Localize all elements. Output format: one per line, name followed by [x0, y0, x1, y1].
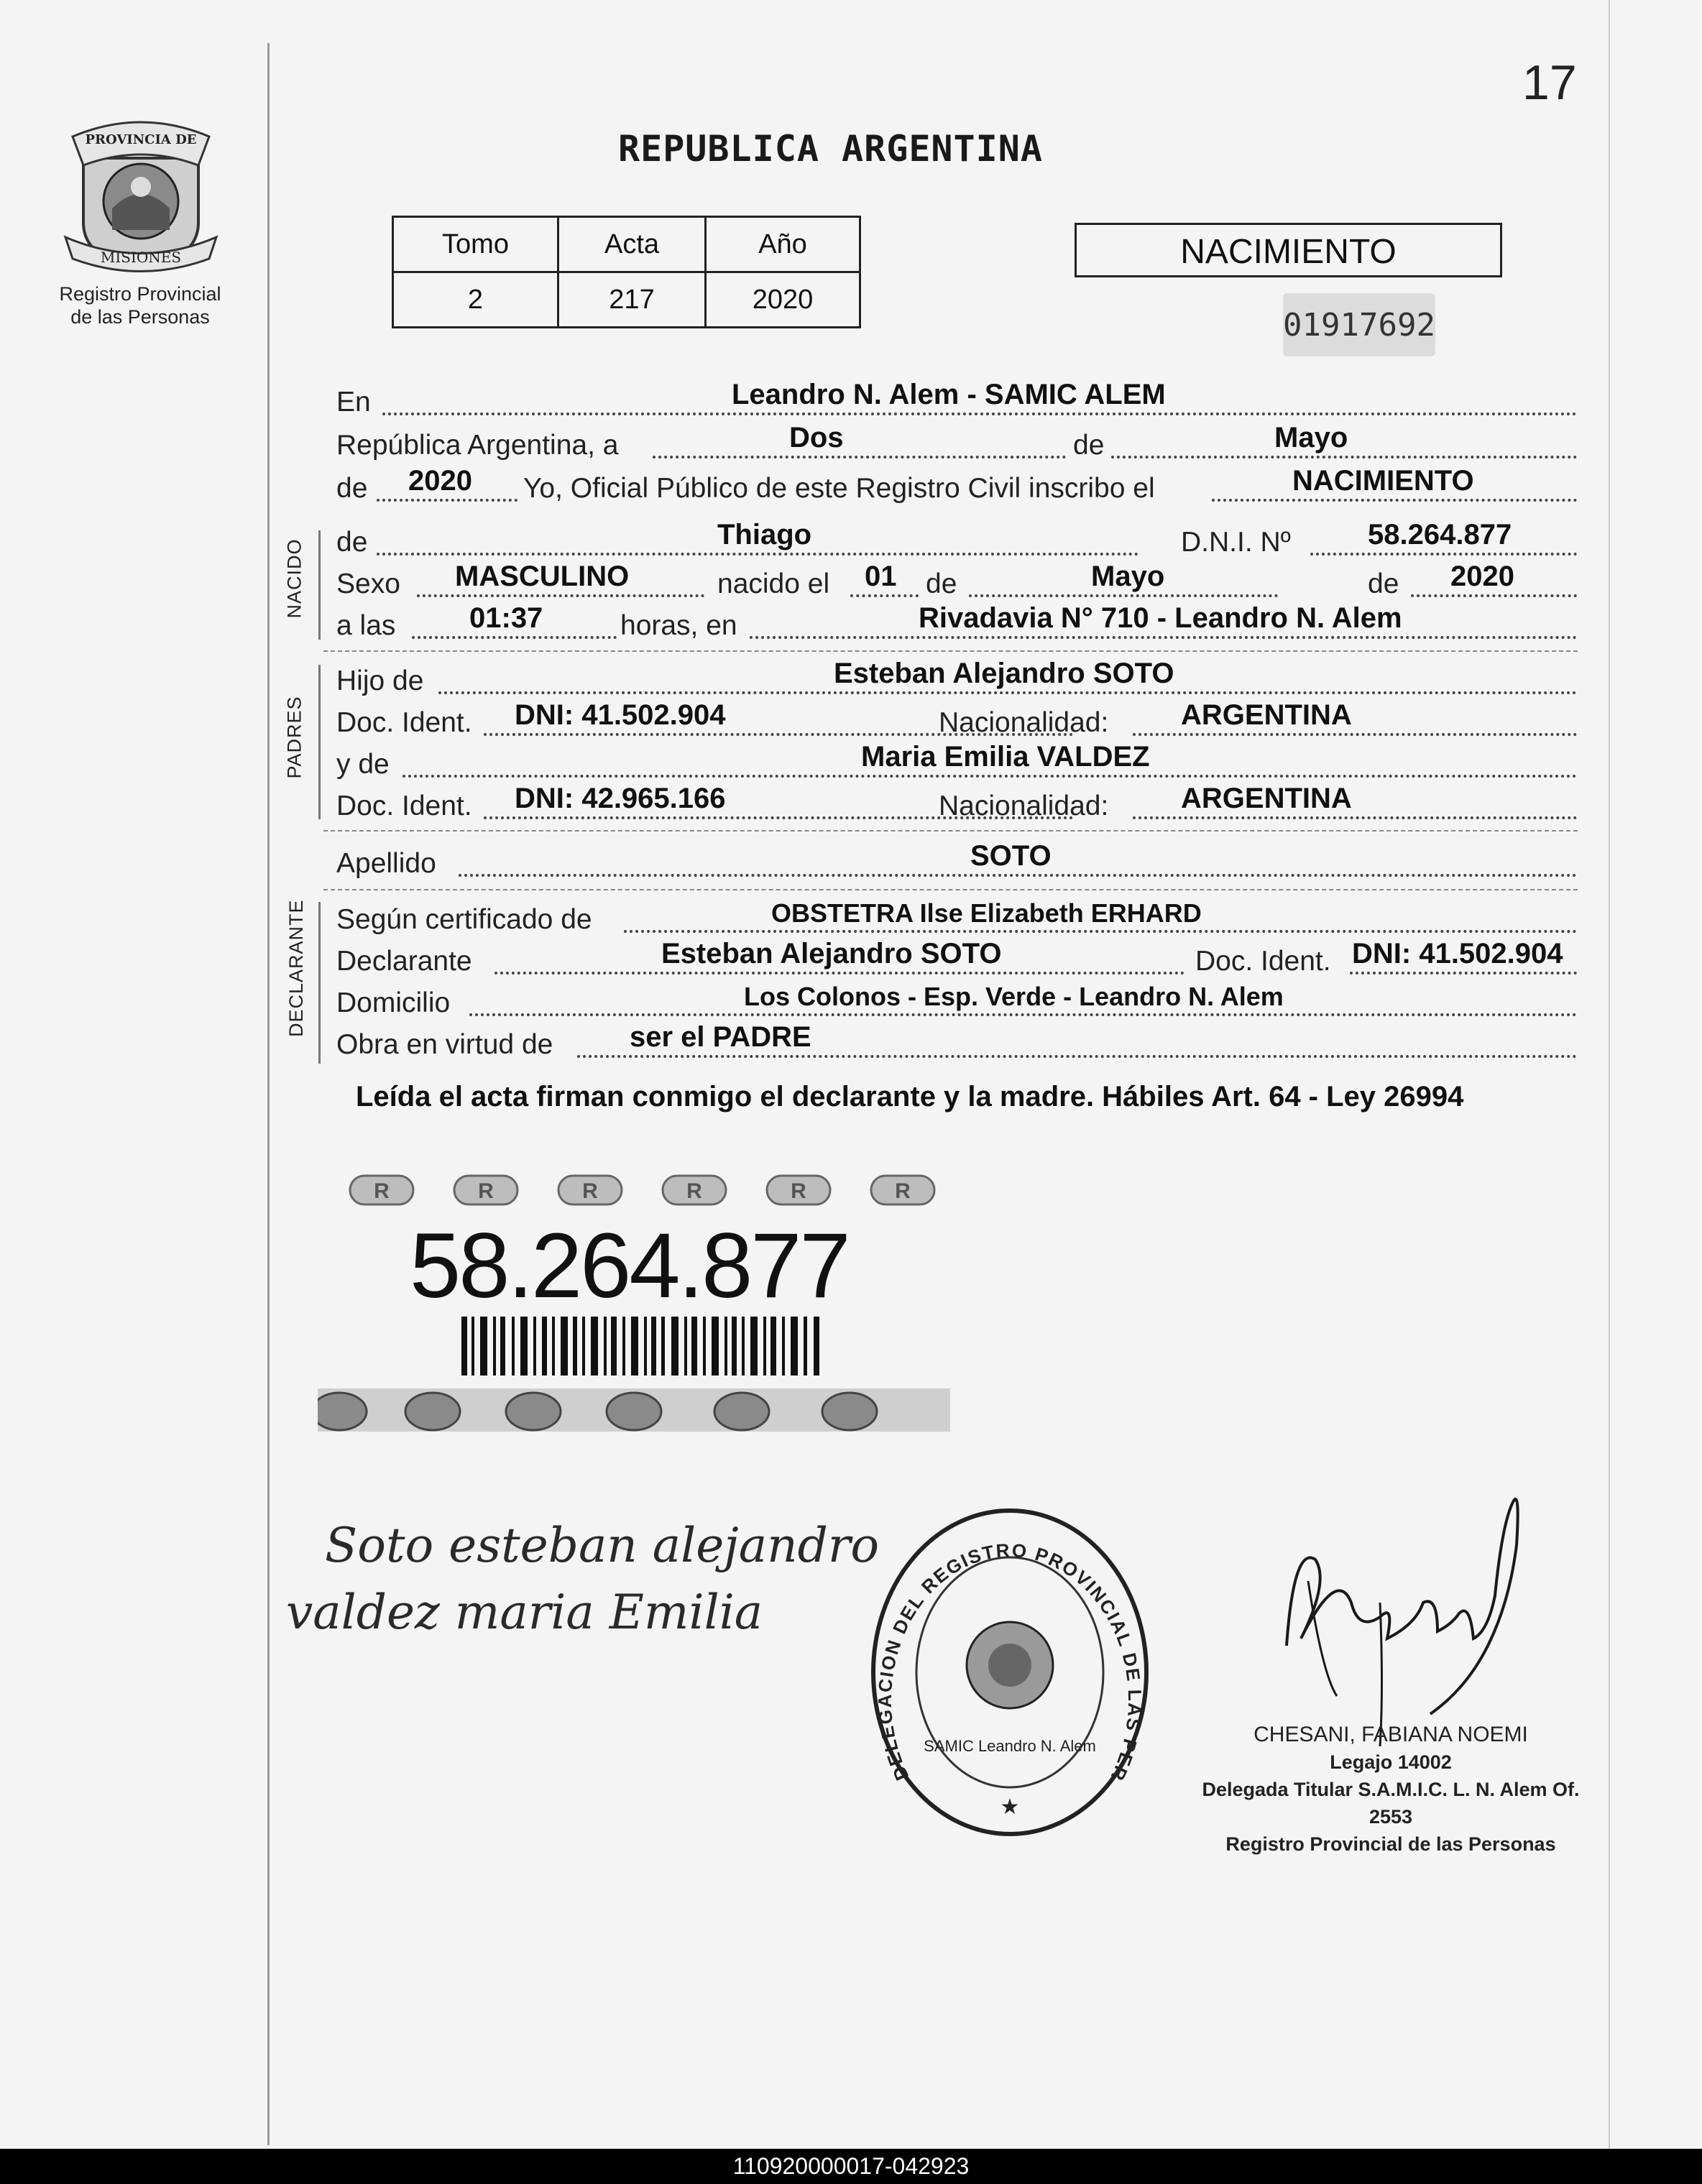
birth-day: 01 [865, 561, 897, 592]
doc-ident-label: Doc. Ident. [336, 707, 472, 738]
certificado-label: Según certificado de [336, 904, 592, 935]
acta-value-ano: 2020 [706, 272, 860, 328]
section-label-nacido: NACIDO [283, 538, 305, 619]
row-declarante [336, 940, 1577, 982]
row-sexo [336, 563, 1577, 604]
acta-header-acta: Acta [558, 217, 706, 272]
dotted-line [850, 594, 919, 597]
handwritten-signature-mother: valdez maria Emilia [286, 1585, 763, 1640]
dotted-line [438, 691, 1577, 694]
dotted-line [417, 594, 704, 597]
row-nombre [336, 521, 1577, 563]
domicilio-label: Domicilio [336, 987, 451, 1018]
declarante-doc: DNI: 41.502.904 [1352, 938, 1563, 969]
en-label: En [336, 387, 371, 418]
dotted-line [969, 594, 1278, 597]
birth-place: Rivadavia N° 710 - Leandro N. Alem [919, 602, 1402, 634]
dotted-line [382, 413, 1577, 415]
mother-doc: DNI: 42.965.166 [515, 783, 726, 814]
birth-year: 2020 [1450, 561, 1514, 592]
dotted-line [750, 636, 1577, 639]
row-fecha [336, 424, 1577, 466]
certificado-value: OBSTETRA Ilse Elizabeth ERHARD [771, 898, 1202, 928]
registry-line-1: Registro Provincial [59, 283, 221, 305]
mother-name: Maria Emilia VALDEZ [861, 741, 1150, 773]
document-id-footer: 110920000017-042923 [0, 2149, 1702, 2184]
acta-value-acta: 217 [558, 272, 706, 328]
dotted-line [624, 930, 1577, 933]
sexo-label: Sexo [336, 568, 400, 599]
horas-en-label: horas, en [620, 610, 737, 641]
birth-hour: 01:37 [469, 602, 543, 634]
barcode-number: 58.264.877 [410, 1215, 849, 1317]
obra-label: Obra en virtud de [336, 1029, 553, 1060]
record-type-box: NACIMIENTO [1075, 223, 1502, 277]
official-seal [866, 1503, 1154, 1841]
handwritten-signature-father: Soto esteban alejandro [325, 1518, 880, 1573]
declarante-label: Declarante [336, 946, 472, 977]
dotted-line [1212, 499, 1577, 502]
declarante-name: Esteban Alejandro SOTO [661, 938, 1002, 969]
en-value: Leandro N. Alem - SAMIC ALEM [732, 379, 1166, 410]
official-title: Delegada Titular S.A.M.I.C. L. N. Alem Of. 2553 [1202, 1779, 1580, 1828]
nacionalidad-label: Nacionalidad: [939, 707, 1109, 738]
official-stamp-text [1197, 1721, 1585, 1858]
a-las-label: a las [336, 610, 396, 641]
seal-outer-text: DELEGACION DEL REGISTRO PROVINCIAL DE LAS PER [873, 1539, 1146, 1785]
margin-line [267, 43, 270, 2145]
official-legajo: Legajo 14002 [1330, 1751, 1452, 1773]
svg-text:R: R [582, 1179, 598, 1203]
apellido-label: Apellido [336, 848, 436, 879]
father-doc: DNI: 41.502.904 [515, 699, 726, 731]
section-bracket-nacido [318, 530, 321, 640]
de-label: de [1073, 430, 1105, 461]
row-madre-doc [336, 785, 1577, 826]
acta-header-tomo: Tomo [393, 217, 558, 272]
seal-inner-text: SAMIC Leandro N. Alem [924, 1737, 1096, 1755]
acta-value-tomo: 2 [393, 272, 558, 328]
row-hora [336, 604, 1577, 646]
official-signature [1272, 1459, 1581, 1761]
svg-text:R: R [686, 1179, 702, 1203]
father-name: Esteban Alejandro SOTO [834, 658, 1174, 689]
declarante-doc-label: Doc. Ident. [1195, 946, 1331, 977]
acta-table [392, 216, 861, 328]
dotted-line [494, 972, 1184, 974]
row-obra [336, 1023, 1577, 1065]
dotted-line [1411, 594, 1577, 597]
registry-name [36, 282, 244, 328]
mother-nationality: ARGENTINA [1181, 783, 1352, 814]
closing-statement: Leída el acta firman conmigo el declarante y la madre. Hábiles Art. 64 - Ley 26994 [356, 1081, 1464, 1112]
official-name: CHESANI, FABIANA NOEMI [1254, 1723, 1528, 1746]
name-label: de [336, 527, 368, 558]
domicilio-value: Los Colonos - Esp. Verde - Leandro N. Alem [744, 982, 1284, 1011]
row-madre [336, 743, 1577, 785]
row-domicilio [336, 982, 1577, 1023]
registry-logo [62, 115, 220, 280]
dotted-line [469, 1013, 1577, 1016]
svg-text:★: ★ [1000, 1794, 1020, 1820]
acta-header-ano: Año [706, 217, 860, 272]
apellido-value: SOTO [970, 840, 1052, 872]
month-value: Mayo [1274, 422, 1348, 453]
section-bracket-declarante [318, 902, 321, 1064]
logo-text-top: PROVINCIA DE [85, 132, 197, 147]
dotted-line [377, 499, 518, 502]
dni-label: D.N.I. Nº [1181, 527, 1291, 558]
dotted-line [653, 456, 1066, 459]
svg-text:R: R [374, 1179, 390, 1203]
row-padre-doc [336, 701, 1577, 743]
dotted-line [377, 553, 1138, 556]
dotted-line [412, 636, 617, 639]
dotted-line [402, 775, 1577, 778]
registry-line-2: de las Personas [70, 306, 210, 328]
obra-value: ser el PADRE [630, 1021, 811, 1053]
dotted-line [1111, 456, 1577, 459]
svg-text:R: R [791, 1179, 806, 1203]
birth-de2-label: de [1368, 568, 1399, 599]
page-edge [1609, 0, 1610, 2149]
birth-de-label: de [926, 568, 957, 599]
section-divider [323, 889, 1578, 890]
child-name: Thiago [717, 519, 812, 550]
year-label: de [336, 473, 368, 504]
dotted-line [577, 1055, 1577, 1058]
dotted-line [1350, 972, 1577, 974]
row-apellido [336, 842, 1577, 884]
inscribo-value: NACIMIENTO [1292, 465, 1474, 497]
logo-text-bottom: MISIONES [100, 249, 182, 266]
dotted-line [459, 874, 1577, 877]
day-value: Dos [789, 422, 844, 453]
birth-month: Mayo [1091, 561, 1165, 592]
official-office: Registro Provincial de las Personas [1225, 1833, 1556, 1855]
inscribo-label: Yo, Oficial Público de este Registro Civil inscribo el [523, 473, 1155, 504]
nacido-el-label: nacido el [717, 568, 830, 599]
y-de-label: y de [336, 749, 390, 780]
section-label-declarante: DECLARANTE [285, 899, 307, 1037]
row-padre [336, 660, 1577, 701]
section-divider [323, 830, 1578, 831]
dotted-line [1310, 553, 1577, 556]
section-label-padres: PADRES [283, 696, 305, 779]
section-divider [323, 650, 1578, 652]
row-en [336, 381, 1577, 423]
row-inscribo [336, 467, 1577, 509]
republica-label: República Argentina, a [336, 430, 619, 461]
document-title: REPUBLICA ARGENTINA [618, 128, 1043, 170]
svg-text:R: R [895, 1179, 911, 1203]
dotted-line [1133, 733, 1577, 736]
serial-number: 01917692 [1283, 293, 1435, 356]
hijo-de-label: Hijo de [336, 665, 424, 696]
year-value: 2020 [408, 465, 472, 497]
svg-text:R: R [478, 1179, 494, 1203]
nacionalidad-label: Nacionalidad: [939, 791, 1109, 821]
row-certificado [336, 898, 1577, 940]
sexo-value: MASCULINO [455, 561, 630, 592]
page-number: 17 [1522, 55, 1577, 110]
section-bracket-padres [318, 665, 321, 819]
doc-ident-label: Doc. Ident. [336, 791, 472, 821]
father-nationality: ARGENTINA [1181, 699, 1352, 731]
child-dni: 58.264.877 [1368, 519, 1512, 550]
dotted-line [1133, 816, 1577, 819]
